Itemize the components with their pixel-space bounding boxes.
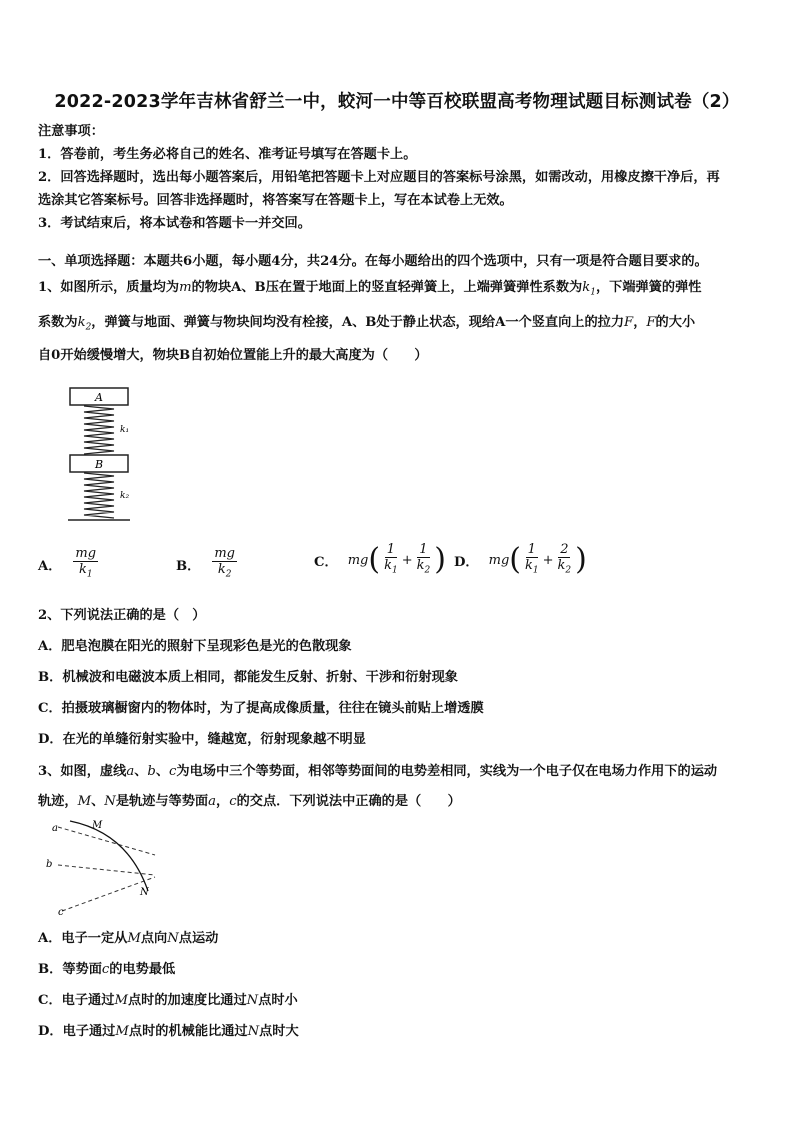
- label-n: N: [140, 887, 149, 898]
- electron-trajectory: [70, 821, 148, 891]
- q2-option-b[interactable]: B．机械波和电磁波本质上相同，都能发生反射、折射、干涉和衍射现象: [38, 670, 458, 685]
- label-a: a: [52, 823, 58, 834]
- q1-line-2: 系数为$k_2$，弹簧与地面、弹簧与物块间均没有栓接，A、B处于静止状态，现给A一个竖直向上的拉力F，F的大小: [38, 315, 696, 333]
- q1-option-a[interactable]: A． $\frac{mg}{k_1}$: [38, 546, 97, 580]
- q2-option-c[interactable]: C．拍摄玻璃橱窗内的物体时，为了提高成像质量，往往在镜头前贴上增透膜: [38, 701, 484, 716]
- q3-field-figure: [40, 815, 170, 920]
- block-b-label: B: [94, 458, 104, 471]
- q1-option-d[interactable]: D． mg ( $\frac{1}{k_1}$ + $\frac{2}{k_2}$ ): [454, 542, 587, 578]
- label-m: M: [92, 820, 103, 831]
- q2-option-d[interactable]: D．在光的单缝衍射实验中，缝越宽，衍射现象越不明显: [38, 732, 366, 747]
- q3-line-1: 3、如图，虚线a、b、c为电场中三个等势面，相邻等势面间的电势差相同，实线为一个电子仅在电场力作用下的运动: [38, 764, 718, 779]
- spring-k1: [84, 406, 114, 454]
- q3-option-d[interactable]: D．电子通过M点时的机械能比通过N点时大: [38, 1024, 299, 1039]
- notice-item-1: 1．答卷前，考生务必将自己的姓名、准考证号填写在答题卡上。: [38, 147, 417, 162]
- q1-line-1: 1、如图所示，质量均为m的物块A、B压在置于地面上的竖直轻弹簧上，上端弹簧弹性系数为$k_1$，下端弹簧的弹性: [38, 280, 702, 298]
- q1-option-c[interactable]: C． mg ( $\frac{1}{k_1}$ + $\frac{1}{k_2}$ ): [314, 542, 446, 578]
- q1-option-b[interactable]: B． $\frac{mg}{k_2}$: [176, 546, 235, 580]
- q3-option-a[interactable]: A．电子一定从M点向N点运动: [38, 931, 219, 946]
- notice-item-3: 3．考试结束后，将本试卷和答题卡一并交回。: [38, 216, 311, 231]
- q1-line-3: 自0开始缓慢增大，物块B自初始位置能上升的最大高度为（ ）: [38, 348, 428, 363]
- notice-heading: 注意事项：: [38, 124, 104, 139]
- q2-option-a[interactable]: A．肥皂泡膜在阳光的照射下呈现彩色是光的色散现象: [38, 639, 352, 654]
- spring-k2: [84, 473, 114, 518]
- q3-line-2: 轨迹，M、N是轨迹与等势面a，c的交点．下列说法中正确的是（ ）: [38, 794, 461, 809]
- block-a-label: A: [95, 391, 103, 404]
- page-title: 2022-2023学年吉林省舒兰一中，蛟河一中等百校联盟高考物理试题目标测试卷（2）: [54, 92, 740, 112]
- spring-k2-label: k₂: [120, 491, 130, 501]
- notice-item-2-cont: 选涂其它答案标号。回答非选择题时，将答案写在答题卡上，写在本试卷上无效。: [38, 193, 513, 208]
- label-b: b: [46, 859, 53, 870]
- equipotential-a: [58, 827, 155, 855]
- q3-option-c[interactable]: C．电子通过M点时的加速度比通过N点时小: [38, 993, 298, 1008]
- label-c: c: [58, 907, 64, 918]
- q3-option-b[interactable]: B．等势面c的电势最低: [38, 962, 176, 977]
- q1-spring-figure: [60, 380, 160, 530]
- spring-k1-label: k₁: [120, 425, 130, 435]
- section-heading: 一、单项选择题：本题共6小题，每小题4分，共24分。在每小题给出的四个选项中，只有一项是符合题目要求的。: [38, 254, 708, 269]
- q2-stem: 2、下列说法正确的是（ ）: [38, 608, 206, 623]
- notice-item-2: 2．回答选择题时，选出每小题答案后，用铅笔把答题卡上对应题目的答案标号涂黑，如需改动，用橡皮擦干净后，再: [38, 170, 720, 185]
